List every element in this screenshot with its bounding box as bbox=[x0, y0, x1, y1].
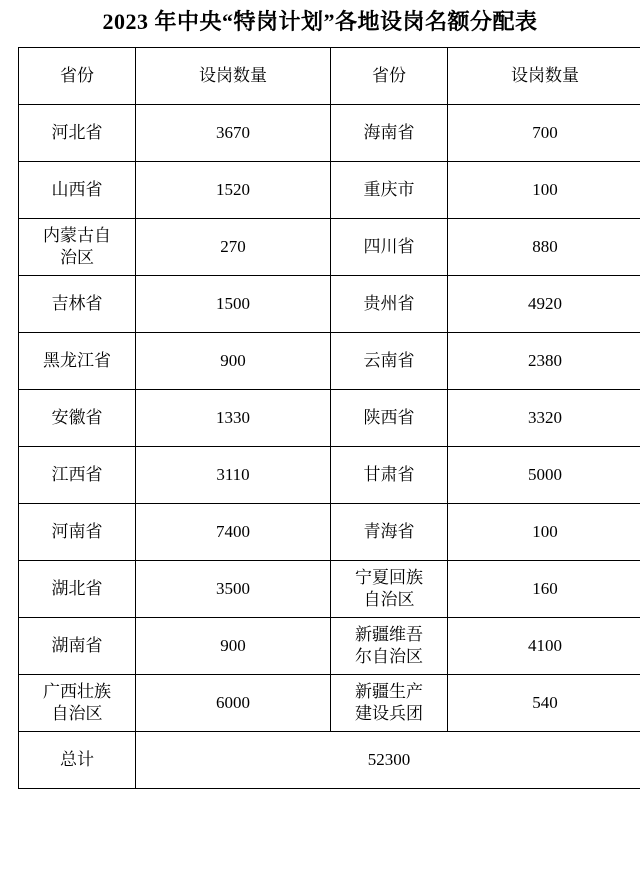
table-row bbox=[19, 104, 640, 161]
cell-quota-left: 3110 bbox=[136, 446, 331, 503]
cell-quota-left: 1330 bbox=[136, 389, 331, 446]
table-row bbox=[19, 446, 640, 503]
table-row bbox=[19, 674, 640, 731]
cell-province-right: 宁夏回族 自治区 bbox=[331, 560, 448, 617]
cell-province-right: 重庆市 bbox=[331, 161, 448, 218]
table-header-row bbox=[19, 47, 640, 104]
cell-province-right: 新疆维吾 尔自治区 bbox=[331, 617, 448, 674]
column-header-province-left: 省份 bbox=[19, 47, 136, 104]
cell-province-right: 云南省 bbox=[331, 332, 448, 389]
table-row bbox=[19, 332, 640, 389]
table-row bbox=[19, 617, 640, 674]
cell-quota-right: 100 bbox=[448, 161, 640, 218]
table-row bbox=[19, 275, 640, 332]
table-container bbox=[0, 47, 640, 789]
cell-quota-left: 3500 bbox=[136, 560, 331, 617]
cell-province-right: 青海省 bbox=[331, 503, 448, 560]
table-row bbox=[19, 503, 640, 560]
cell-quota-right: 4100 bbox=[448, 617, 640, 674]
cell-quota-left: 7400 bbox=[136, 503, 331, 560]
cell-province-left: 内蒙古自 治区 bbox=[19, 218, 136, 275]
cell-quota-right: 540 bbox=[448, 674, 640, 731]
table-header bbox=[19, 47, 640, 104]
cell-quota-right: 880 bbox=[448, 218, 640, 275]
cell-quota-right: 5000 bbox=[448, 446, 640, 503]
table-row bbox=[19, 218, 640, 275]
cell-quota-left: 900 bbox=[136, 617, 331, 674]
cell-province-left: 吉林省 bbox=[19, 275, 136, 332]
cell-quota-right: 100 bbox=[448, 503, 640, 560]
cell-quota-left: 6000 bbox=[136, 674, 331, 731]
column-header-province-right: 省份 bbox=[331, 47, 448, 104]
cell-quota-left: 3670 bbox=[136, 104, 331, 161]
cell-province-left: 黑龙江省 bbox=[19, 332, 136, 389]
cell-quota-right: 160 bbox=[448, 560, 640, 617]
cell-province-left: 广西壮族 自治区 bbox=[19, 674, 136, 731]
cell-province-right: 新疆生产 建设兵团 bbox=[331, 674, 448, 731]
table-row bbox=[19, 161, 640, 218]
cell-quota-right: 700 bbox=[448, 104, 640, 161]
table-row bbox=[19, 389, 640, 446]
cell-province-left: 江西省 bbox=[19, 446, 136, 503]
quota-table bbox=[18, 47, 640, 789]
cell-province-left: 河北省 bbox=[19, 104, 136, 161]
cell-province-right: 贵州省 bbox=[331, 275, 448, 332]
column-header-quota-right: 设岗数量 bbox=[448, 47, 640, 104]
page-title: 2023 年中央“特岗计划”各地设岗名额分配表 bbox=[102, 9, 538, 34]
cell-province-right: 四川省 bbox=[331, 218, 448, 275]
cell-quota-right: 3320 bbox=[448, 389, 640, 446]
table-body bbox=[19, 104, 640, 788]
cell-province-left: 湖北省 bbox=[19, 560, 136, 617]
cell-province-left: 安徽省 bbox=[19, 389, 136, 446]
cell-province-left: 湖南省 bbox=[19, 617, 136, 674]
cell-province-right: 海南省 bbox=[331, 104, 448, 161]
cell-quota-right: 2380 bbox=[448, 332, 640, 389]
table-row bbox=[19, 560, 640, 617]
total-value: 52300 bbox=[136, 731, 640, 788]
cell-province-left: 河南省 bbox=[19, 503, 136, 560]
cell-quota-left: 1500 bbox=[136, 275, 331, 332]
cell-quota-left: 900 bbox=[136, 332, 331, 389]
total-label: 总计 bbox=[19, 731, 136, 788]
cell-province-right: 陕西省 bbox=[331, 389, 448, 446]
cell-quota-left: 1520 bbox=[136, 161, 331, 218]
cell-quota-right: 4920 bbox=[448, 275, 640, 332]
cell-province-left: 山西省 bbox=[19, 161, 136, 218]
table-total-row bbox=[19, 731, 640, 788]
cell-quota-left: 270 bbox=[136, 218, 331, 275]
cell-province-right: 甘肃省 bbox=[331, 446, 448, 503]
column-header-quota-left: 设岗数量 bbox=[136, 47, 331, 104]
